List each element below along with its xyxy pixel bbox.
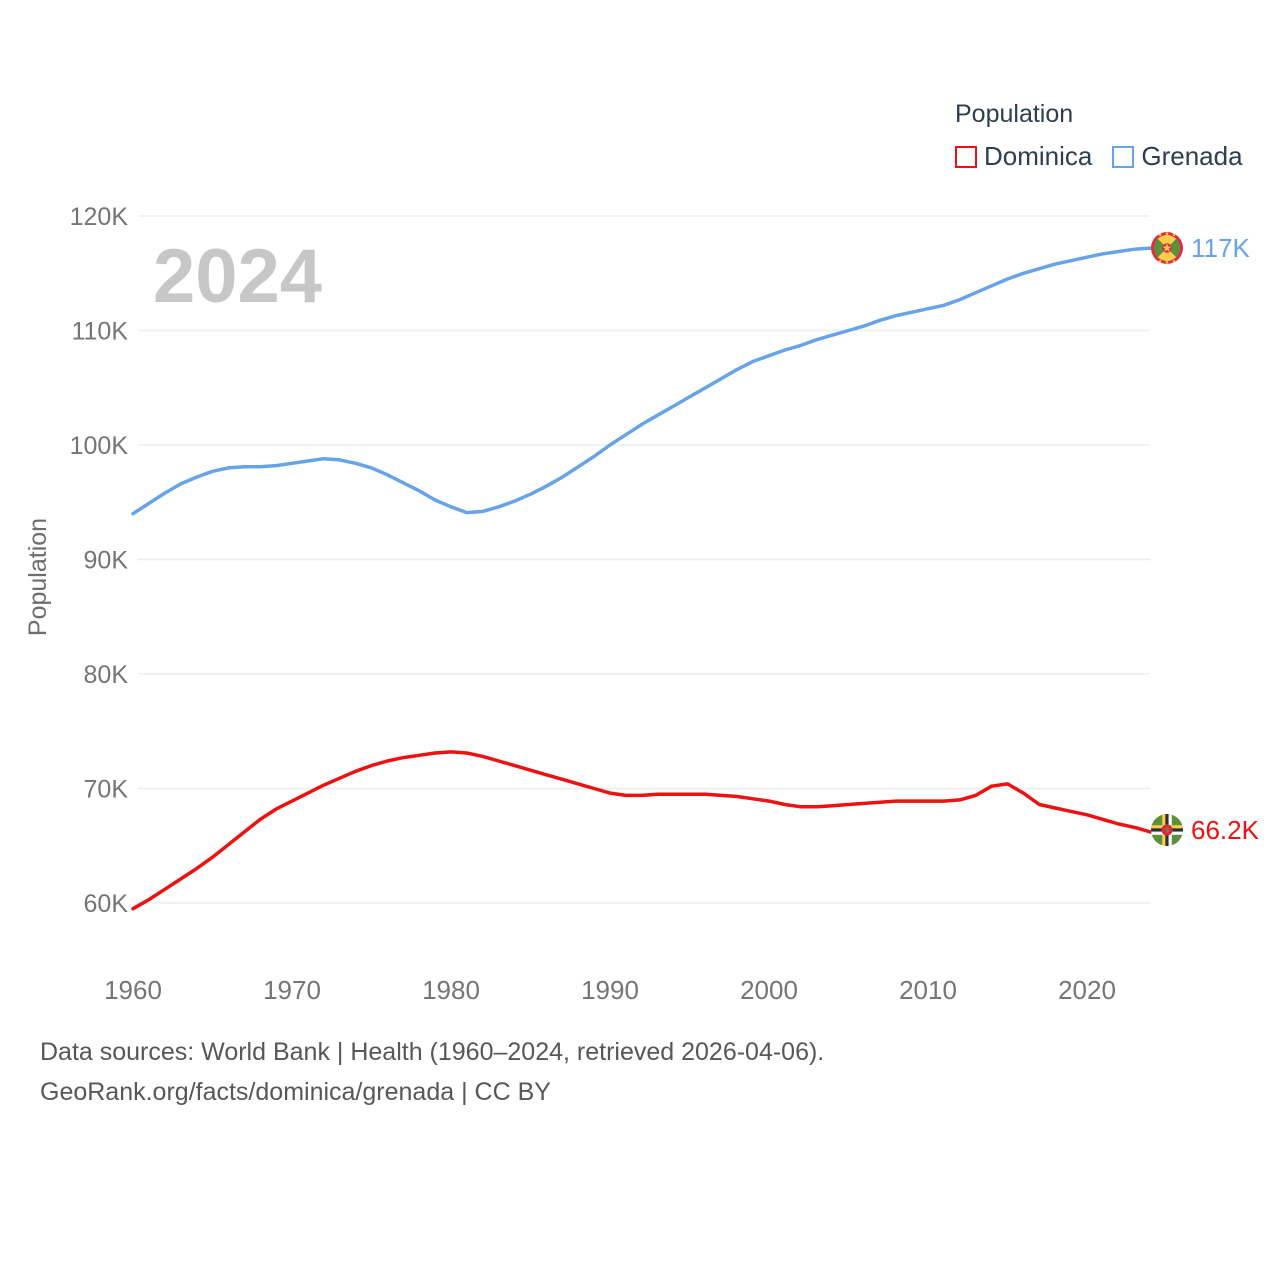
legend-item-label: Dominica	[984, 141, 1093, 171]
footer	[40, 1032, 824, 1112]
y-axis-tick-label: 60K	[83, 890, 128, 918]
y-axis-tick-label: 80K	[83, 661, 128, 689]
x-axis-tick-label: 1960	[104, 975, 162, 1005]
dominica-legend-checkbox-icon[interactable]	[955, 146, 977, 168]
x-axis-tick-label: 2020	[1058, 975, 1116, 1005]
x-axis-tick-label: 1970	[263, 975, 321, 1005]
legend-item-dominica[interactable]	[955, 141, 1092, 172]
legend-items	[955, 141, 1243, 172]
x-axis-tick-label: 1990	[581, 975, 639, 1005]
legend-item-label: Grenada	[1141, 141, 1243, 171]
grenada-flag-icon	[1151, 232, 1183, 264]
attribution-line: GeoRank.org/facts/dominica/grenada | CC BY	[40, 1078, 551, 1106]
grenada-end-value: 117K	[1191, 233, 1250, 263]
y-axis-tick-label: 100K	[69, 432, 128, 460]
grid-layer	[70, 203, 1150, 1005]
watermark-year: 2024	[153, 234, 323, 319]
legend	[955, 100, 1243, 172]
x-axis-tick-label: 2000	[740, 975, 798, 1005]
x-axis-tick-label: 1980	[422, 975, 480, 1005]
series-layer	[133, 248, 1151, 909]
y-axis-tick-label: 90K	[83, 546, 128, 575]
legend-title: Population	[955, 100, 1074, 128]
series-line-dominica	[133, 752, 1151, 909]
data-sources-line: Data sources: World Bank | Health (1960–2024, retrieved 2026-04-06).	[40, 1038, 825, 1066]
grenada-legend-checkbox-icon[interactable]	[1112, 146, 1134, 168]
y-axis-tick-label: 70K	[83, 775, 128, 804]
dominica-flag-icon	[1151, 814, 1183, 846]
x-axis-tick-label: 2010	[899, 975, 957, 1005]
y-axis-title: Population	[24, 517, 52, 637]
dominica-end-value: 66.2K	[1191, 815, 1259, 845]
y-axis-tick-label: 110K	[71, 317, 128, 346]
y-axis-tick-label: 120K	[69, 203, 128, 231]
legend-item-grenada[interactable]	[1112, 141, 1242, 172]
